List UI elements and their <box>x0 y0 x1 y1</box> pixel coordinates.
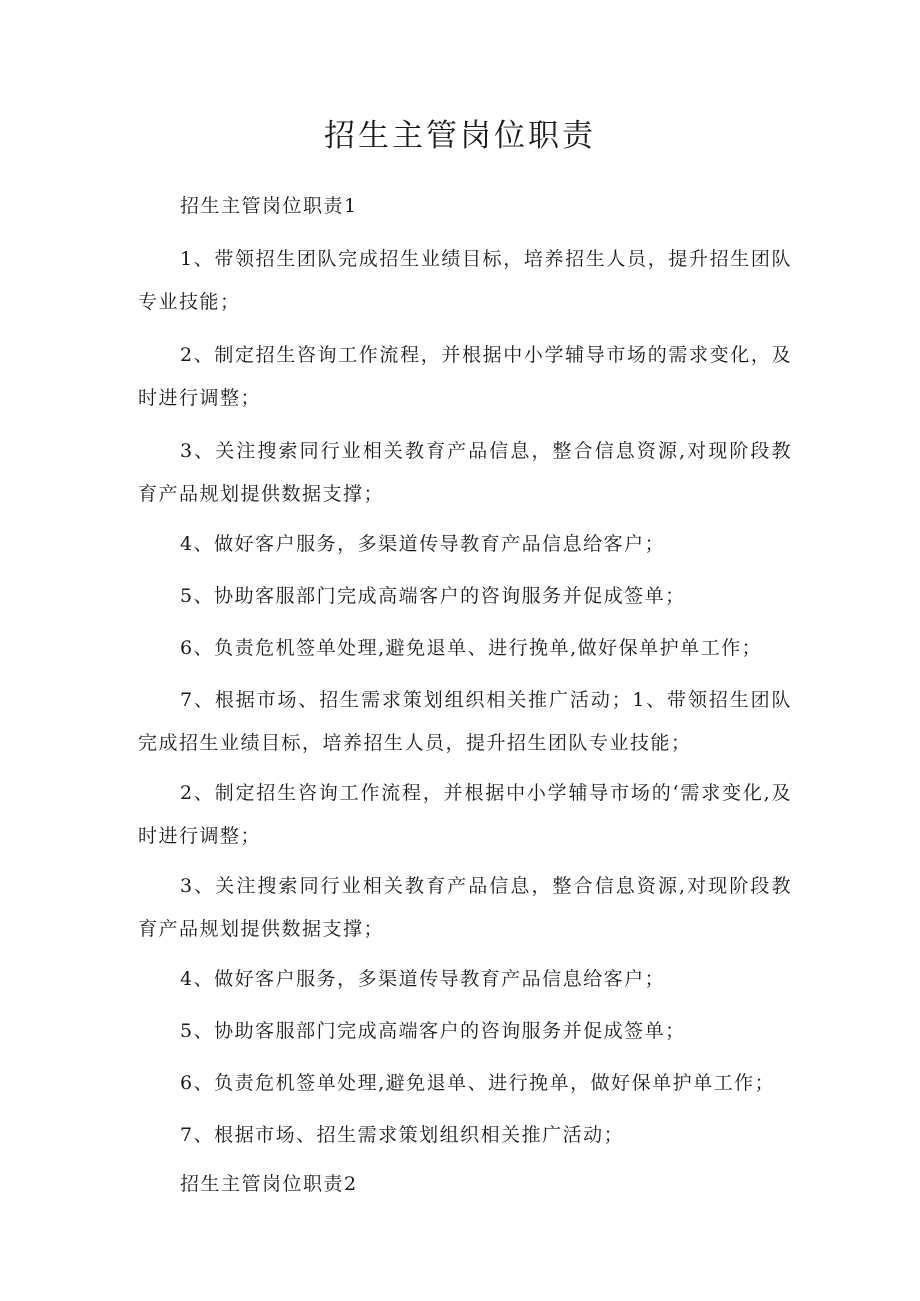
paragraph: 3、关注搜索同行业相关教育产品信息，整合信息资源,对现阶段教育产品规划提供数据支撑； <box>138 440 792 505</box>
paragraph: 3、关注搜索同行业相关教育产品信息，整合信息资源,对现阶段教育产品规划提供数据支撑； <box>138 875 792 940</box>
paragraph: 4、做好客户服务，多渠道传导教育产品信息给客户； <box>180 533 666 555</box>
paragraph: 6、负责危机签单处理,避免退单、进行挽单,做好保单护单工作； <box>180 637 763 659</box>
section-heading-2: 招生主管岗位职责2 <box>180 1173 358 1195</box>
paragraph: 6、负责危机签单处理,避免退单、进行挽单，做好保单护单工作； <box>180 1072 776 1094</box>
paragraph: 5、协助客服部门完成高端客户的咨询服务并促成签单； <box>180 585 686 607</box>
paragraph: 2、制定招生咨询工作流程，并根据中小学辅导市场的‘需求变化,及时进行调整； <box>138 782 792 847</box>
paragraph: 7、根据市场、招生需求策划组织相关推广活动；1、带领招生团队完成招生业绩目标，培养招生人员，提升招生团队专业技能； <box>138 689 792 754</box>
paragraph: 5、协助客服部门完成高端客户的咨询服务并促成签单； <box>180 1020 686 1042</box>
document-title: 招生主管岗位职责 <box>324 118 596 154</box>
document-body <box>138 188 792 1216</box>
paragraph: 2、制定招生咨询工作流程，并根据中小学辅导市场的需求变化，及时进行调整； <box>138 344 792 409</box>
paragraph: 7、根据市场、招生需求策划组织相关推广活动； <box>180 1124 625 1146</box>
paragraph: 4、做好客户服务，多渠道传导教育产品信息给客户； <box>180 968 666 990</box>
paragraph: 1、带领招生团队完成招生业绩目标，培养招生人员，提升招生团队专业技能； <box>138 248 792 313</box>
section-heading-1: 招生主管岗位职责1 <box>180 195 358 217</box>
